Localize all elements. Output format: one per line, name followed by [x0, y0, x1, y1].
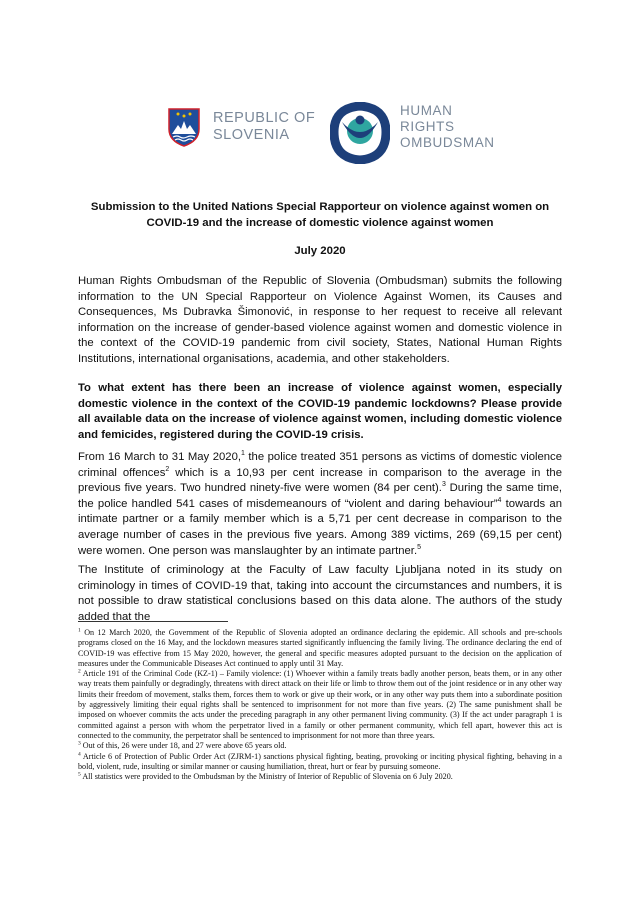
footnote-ref: 4 [497, 497, 502, 505]
ombudsman-logo-line: RIGHTS [400, 119, 455, 134]
footnote-text: Article 191 of the Criminal Code (KZ-1) – Family violence: (1) Whoever within a family treats badly another person, beats them, or in any other way treats them painfully or degradingly, threatens with direct attack on their life or limb to throw them out of the joint residence or in any other way limits their freedom of movement, stalks them, forces them to work or give up their work, or in any other way puts them into a subordinate position by aggressively limiting their equal rights shall be sentenced to imprisonment for not more than five years. (2) The same punishment shall be imposed on whoever commits the acts under the preceding paragraph in any other permanent living community. (3) If the act under paragraph 1 is committed against a person with whom the perpetrator lived in a family or other permanent community, which fell apart, however this act is connected to the community, the perpetrator shall be sentenced to imprisonment for not more than three years. [78, 669, 562, 740]
slovenia-logo-line: SLOVENIA [213, 127, 290, 143]
slovenia-logo-line: REPUBLIC OF [213, 110, 316, 126]
footnote-ref: 2 [165, 465, 170, 473]
footnote-number: 2 [78, 668, 81, 675]
intro-paragraph: Human Rights Ombudsman of the Republic of Slovenia (Ombudsman) submits the following information to the UN Special Rapporteur on Violence Against Women, its Causes and Consequences, Ms Dubravka Šimonović, in response to her request to receive all relevant information on the increase of gender-based violence against women and domestic violence in the context of the COVID-19 pandemic from civil society, States, National Human Rights Institutions, international organisations, academia, and other stakeholders. [78, 275, 562, 365]
ombudsman-logo-line: HUMAN [400, 103, 453, 118]
title-line: COVID-19 and the increase of domestic violence against women [146, 217, 494, 229]
document-title [78, 199, 562, 231]
footnote-number: 3 [78, 740, 81, 747]
footnote-number: 4 [78, 750, 81, 757]
answer-text: which is a 10,93 per cent increase in comparison to the average in the previous five years. Two hundred ninety-five were women (84 per cent). [78, 466, 562, 495]
answer-text: During the same time, the police handled 541 cases of misdemeanours of “violent and daring behaviour” [78, 482, 562, 510]
footnote-text: Article 6 of Protection of Public Order Act (ZJRM-1) sanctions physical fighting, beating, provoking or inciting physical fighting, behaving in a bold, violent, rude, insulting or similar manner or causing humiliation, threat, hurt or fear by pursuing someone. [78, 751, 562, 771]
footnote-divider [78, 621, 228, 622]
title-line: Submission to the United Nations Special Rapporteur on violence against women on [90, 201, 550, 213]
footnote [78, 669, 562, 741]
footnote [78, 752, 562, 773]
answer-text: From 16 March to 31 May 2020, [78, 451, 241, 463]
answer-paragraph [78, 450, 562, 559]
footnote-number: 5 [78, 771, 81, 778]
answer-text: towards an intimate partner or a family member which is a 5,71 per cent decrease in comparison to the average number of cases in the previous five years. Among 389 victims, 269 (69,15 per cent) were women. One person was manslaughter by an intimate partner. [78, 497, 562, 557]
footnote-ref: 5 [417, 543, 421, 551]
question-paragraph: To what extent has there been an increase of violence against women, especially domestic violence in the context of the COVID-19 pandemic lockdowns? Please provide all available data on the increase of violence against women, including domestic violence and femicides, registered during the COVID-19 crisis. [78, 382, 562, 441]
footnote-number: 1 [78, 627, 81, 634]
slovenia-crest-icon [163, 107, 205, 147]
footnote-ref: 3 [441, 481, 446, 489]
footnote [78, 741, 562, 751]
ombudsman-logo-line: OMBUDSMAN [400, 135, 495, 150]
footnote-text: On 12 March 2020, the Government of the Republic of Slovenia adopted an ordinance declaring the epidemic. All schools and pre-schools programs closed on the 16 May, and the lockdown measures started significantly influencing the family living. The ordinance declaring the end of COVID-19 was effective from 15 May 2020, however, the general and specific measures adopted pursuant to the decision on the application of measures under the Communicable Diseases Act continued to apply until 31 May. [78, 628, 562, 668]
institute-paragraph: The Institute of criminology at the Faculty of Law faculty Ljubljana noted in its study on criminology in times of COVID-19 that, taking into account the circumstances and numbers, it is not possible to draw statistical conclusions based on this data alone. The authors of the study added that the [78, 564, 562, 623]
footnote-text: All statistics were provided to the Ombudsman by the Ministry of Interior of Republic of Slovenia on 6 July 2020. [80, 772, 453, 782]
footnote [78, 628, 562, 669]
footnote-text: Out of this, 26 were under 18, and 27 were above 65 years old. [80, 741, 287, 751]
ombudsman-emblem-icon [330, 102, 390, 164]
footnotes [78, 628, 562, 782]
footnote [78, 772, 562, 782]
footnote-ref: 1 [241, 450, 245, 458]
document-date: July 2020 [294, 245, 346, 257]
answer-text: the police treated 351 persons as victims of domestic violence criminal offences [78, 451, 562, 479]
slovenia-logo-text [213, 110, 315, 144]
ombudsman-logo-text [400, 103, 495, 151]
